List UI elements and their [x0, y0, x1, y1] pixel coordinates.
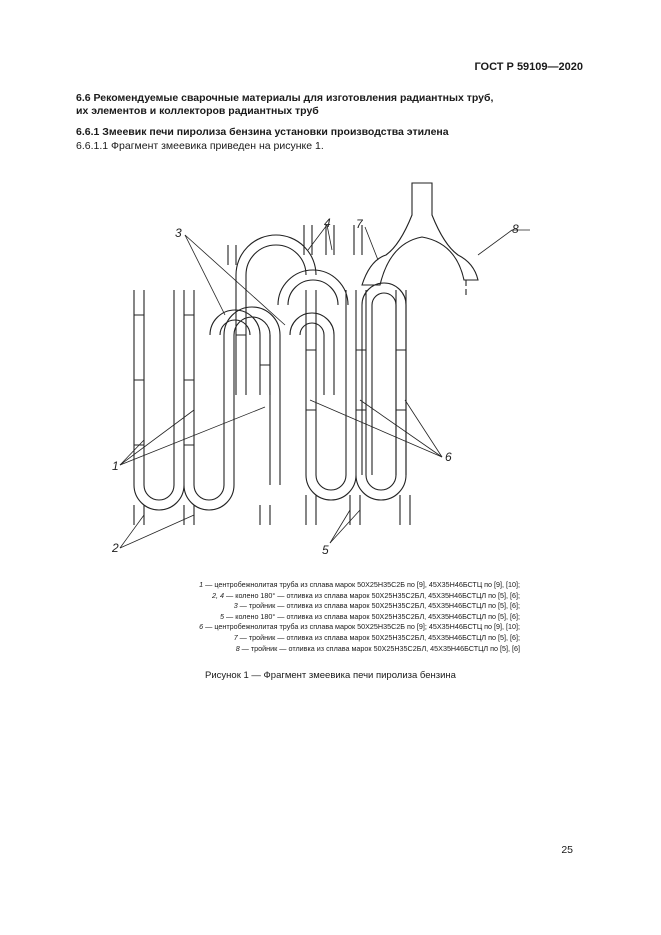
callout-5: 5 [322, 543, 329, 557]
callout-8: 8 [512, 222, 519, 236]
figure-caption: Рисунок 1 — Фрагмент змеевика печи пиролиза бензина [205, 670, 456, 681]
page-number: 25 [561, 844, 573, 856]
callout-7: 7 [356, 217, 363, 231]
callout-1: 1 [112, 459, 119, 473]
subsection-heading: 6.6.1 Змеевик печи пиролиза бензина установки производства этилена [76, 126, 449, 138]
legend-item: 3 — тройник — отливка из сплава марок 50Х25Н35С2БЛ, 45Х35Н46БСТЦЛ по [5], [6]; [233, 601, 520, 611]
coil-figure [60, 175, 580, 570]
section-heading [76, 92, 556, 118]
coil-drawing [60, 175, 580, 570]
tube-group-right [278, 270, 406, 500]
legend-item: 7 — тройник — отливка из сплава марок 50Х25Н35С2БЛ, 45Х35Н46БСТЦЛ по [5], [6]; [233, 632, 520, 642]
legend-item: 2, 4 — колено 180° — отливка из сплава марок 50Х25Н35С2БЛ, 45Х35Н46БСТЦЛ по [5], [6]; [212, 590, 520, 600]
subsection-paragraph: 6.6.1.1 Фрагмент змеевика приведен на рисунке 1. [76, 140, 324, 152]
legend-item: 1 — центробежнолитая труба из сплава марок 50Х25Н35С2Б по [9], 45Х35Н46БСТЦ по [9], [10]; [199, 580, 520, 589]
legend-item: 8 — тройник — отливка из сплава марок 50Х25Н35С2БЛ, 45Х35Н46БСТЦЛ по [5], [6] [235, 643, 520, 653]
tube-group-left [134, 290, 280, 510]
section-heading-line-2: их элементов и коллекторов радиантных труб [76, 105, 319, 117]
figure-legend [60, 580, 520, 654]
callout-3: 3 [175, 226, 182, 240]
section-heading-line-1: 6.6 Рекомендуемые сварочные материалы для изготовления радиантных труб, [76, 92, 494, 104]
legend-item: 5 — колено 180° — отливка из сплава марок 50Х25Н35С2БЛ, 45Х35Н46БСТЦЛ по [5], [6]; [220, 611, 520, 621]
callout-6: 6 [445, 450, 452, 464]
y-collector [362, 183, 478, 285]
callout-4: 4 [324, 216, 331, 230]
legend-item: 6 — центробежнолитая труба из сплава марок 50Х25Н35С2Б по [9]; 45Х35Н46БСТЦ по [9], [10]; [199, 622, 520, 632]
document-standard-number: ГОСТ Р 59109—2020 [474, 61, 583, 73]
callout-2: 2 [112, 541, 119, 555]
